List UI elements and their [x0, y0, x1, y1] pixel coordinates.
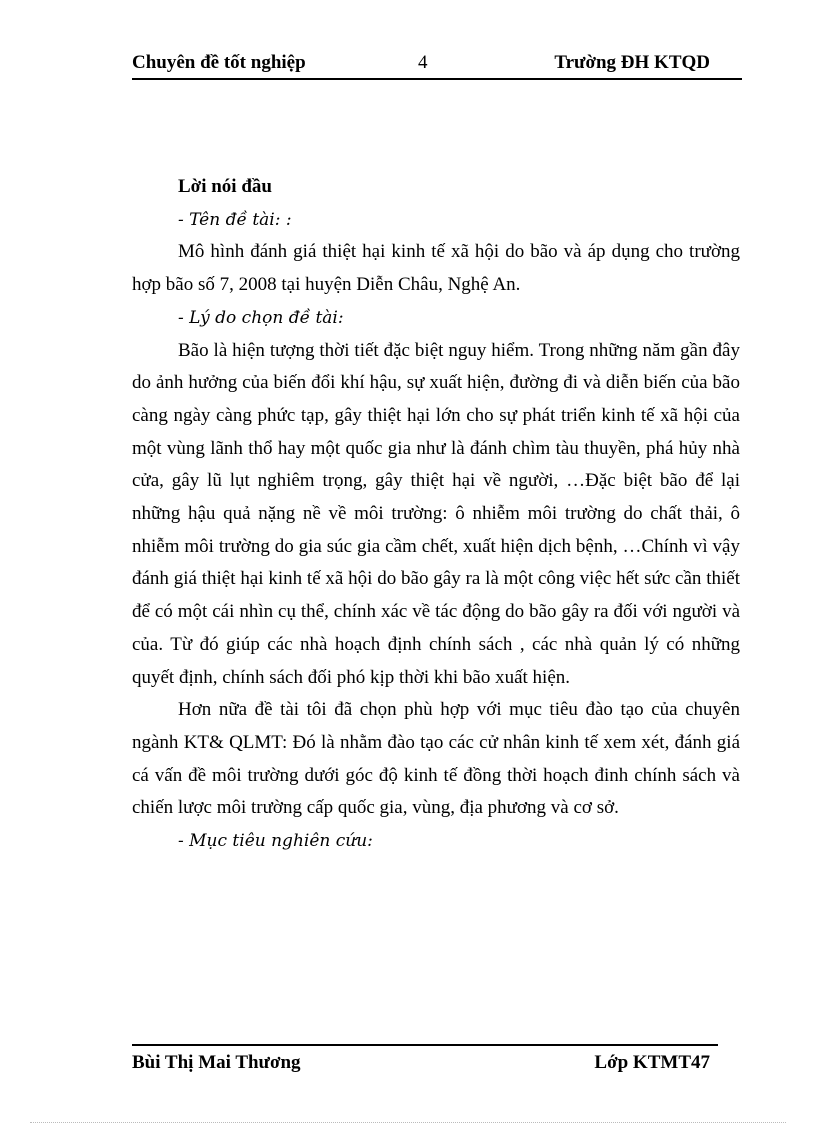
header-title: Chuyên đề tốt nghiệp	[132, 52, 306, 73]
section-title: Lời nói đầu	[178, 176, 272, 197]
topic-paragraph: Mô hình đánh giá thiệt hại kinh tế xã hội do bão và áp dụng cho trường hợp bão số 7, 2008 tại huyện Diễn Châu, Nghệ An.	[132, 241, 740, 296]
page-number: 4	[418, 52, 428, 73]
reason-heading: - Lý do chọn đề tài:	[178, 307, 344, 328]
reason-paragraph: Bão là hiện tượng thời tiết đặc biệt nguy hiểm. Trong những năm gần đây do ảnh hưởng của biến đổi khí hậu, sự xuất hiện, đường đi và diễn biến của bão càng ngày càng phức tạp, gây thiệt hại lớn cho sự phát triển kinh tế xã hội của một vùng lãnh thổ hay một quốc gia như là đánh chìm tàu thuyền, phá hủy nhà cửa, gây lũ lụt nghiêm trọng, gây thiệt hại về người, …Đặc biệt bão để lại những hậu quả nặng nề về môi trường: ô nhiễm môi trường do chất thải, ô nhiễm môi trường do gia súc gia cầm chết, xuất hiện dịch bệnh, …Chính vì vậy đánh giá thiệt hại kinh tế xã hội do bão gây ra là một công việc hết sức cần thiết để có một cái nhìn cụ thể, chính xác về tác động do bão gây ra đối với người và của. Từ đó giúp các nhà hoạch định chính sách , các nhà quản lý có những quyết định, chính sách đối phó kịp thời khi bão xuất hiện.	[132, 339, 740, 688]
document-body	[132, 171, 740, 858]
objective-heading: - Mục tiêu nghiên cứu:	[178, 831, 373, 852]
footer-class: Lớp KTMT47	[594, 1052, 710, 1073]
topic-heading: - Tên đề tài: :	[178, 209, 292, 230]
page-header	[132, 52, 742, 80]
footer-author: Bùi Thị Mai Thương	[132, 1052, 301, 1073]
page-footer	[132, 1044, 718, 1076]
reason-paragraph-2: Hơn nữa đề tài tôi đã chọn phù hợp với mục tiêu đào tạo của chuyên ngành KT& QLMT: Đó là nhằm đào tạo các cử nhân kinh tế xem xét, đánh giá cá vấn đề môi trường dưới góc độ kinh tế đồng thời hoạch đinh chính sách và chiến lược môi trường cấp quốc gia, vùng, địa phương và cơ sở.	[132, 699, 740, 819]
header-school: Trường ĐH KTQD	[554, 52, 710, 73]
